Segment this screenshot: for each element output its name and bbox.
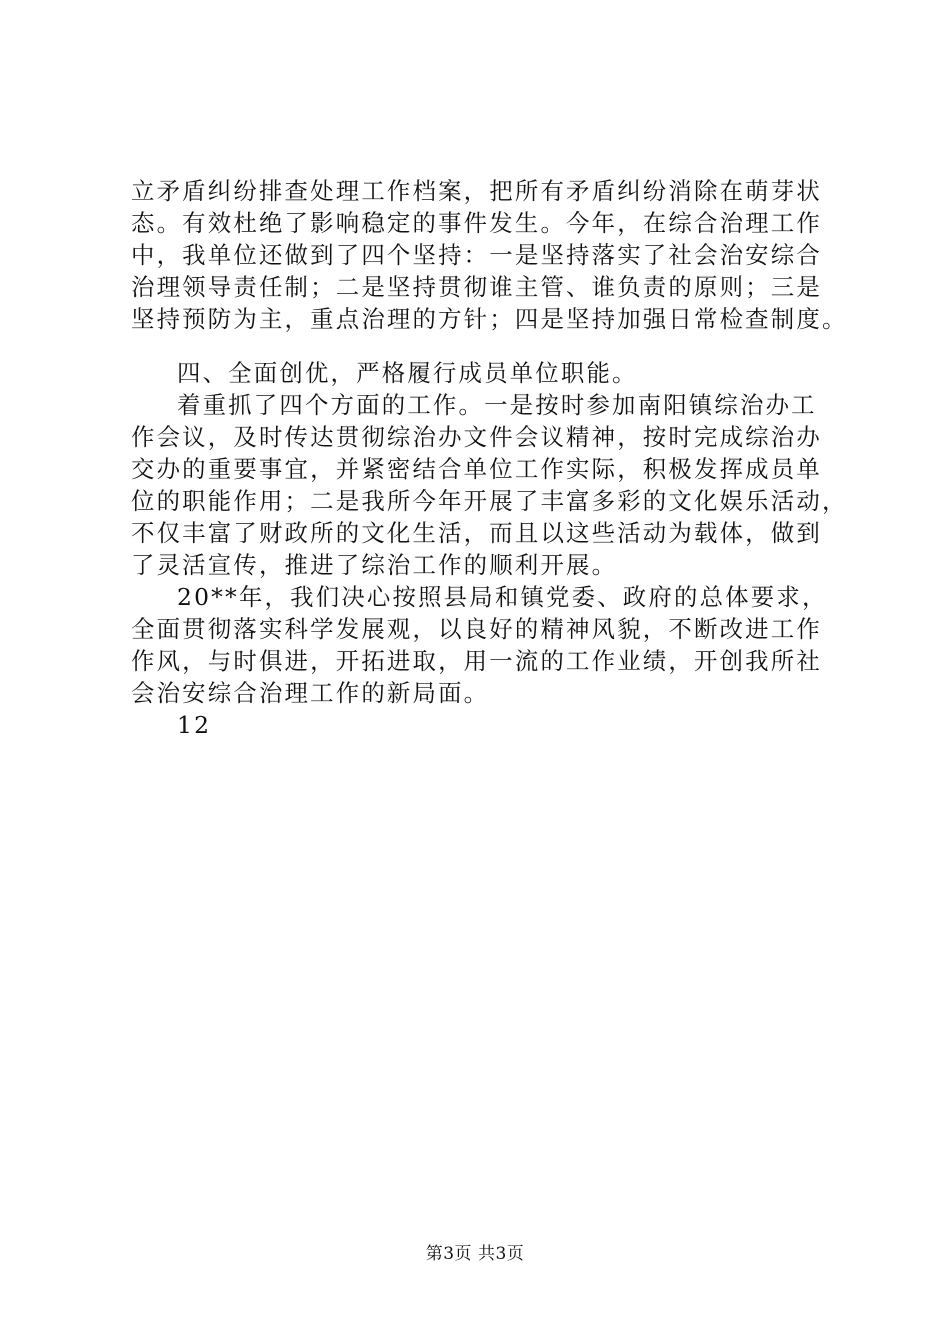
paragraph-1-line: 治理领导责任制；二是坚持贯彻谁主管、谁负责的原则；三是 [131,273,822,301]
paragraph-2-line: 着重抓了四个方面的工作。一是按时参加南阳镇综治办工 [177,391,817,419]
paragraph-2-line: 了灵活宣传，推进了综治工作的顺利开展。 [131,551,618,579]
paragraph-1-line: 态。有效杜绝了影响稳定的事件发生。今年，在综合治理工作 [131,209,822,237]
paragraph-2-line: 位的职能作用；二是我所今年开展了丰富多彩的文化娱乐活动， [131,487,848,515]
paragraph-2-line: 作会议，及时传达贯彻综治办文件会议精神，按时完成综治办 [131,423,822,451]
paragraph-3-line: 作风，与时俱进，开拓进取，用一流的工作业绩，开创我所社 [131,647,822,675]
paragraph-1-line: 立矛盾纠纷排查处理工作档案，把所有矛盾纠纷消除在萌芽状 [131,177,822,205]
paragraph-3-line: 全面贯彻落实科学发展观，以良好的精神风貌，不断改进工作 [131,615,822,643]
paragraph-1-line: 坚持预防为主，重点治理的方针；四是坚持加强日常检查制度。 [131,305,848,333]
paragraph-3-line: 会治安综合治理工作的新局面。 [131,679,490,707]
page-footer: 第3页 共3页 [425,1244,525,1264]
paragraph-2-line: 交办的重要事宜，并紧密结合单位工作实际，积极发挥成员单 [131,455,822,483]
paragraph-1-line: 中，我单位还做到了四个坚持：一是坚持落实了社会治安综合 [131,241,822,269]
paragraph-3-line: 20**年，我们决心按照县局和镇党委、政府的总体要求， [177,583,828,611]
trailing-number: 12 [177,711,212,739]
section-heading: 四、全面创优，严格履行成员单位职能。 [177,359,638,387]
paragraph-2-line: 不仅丰富了财政所的文化生活，而且以这些活动为载体，做到 [131,519,822,547]
